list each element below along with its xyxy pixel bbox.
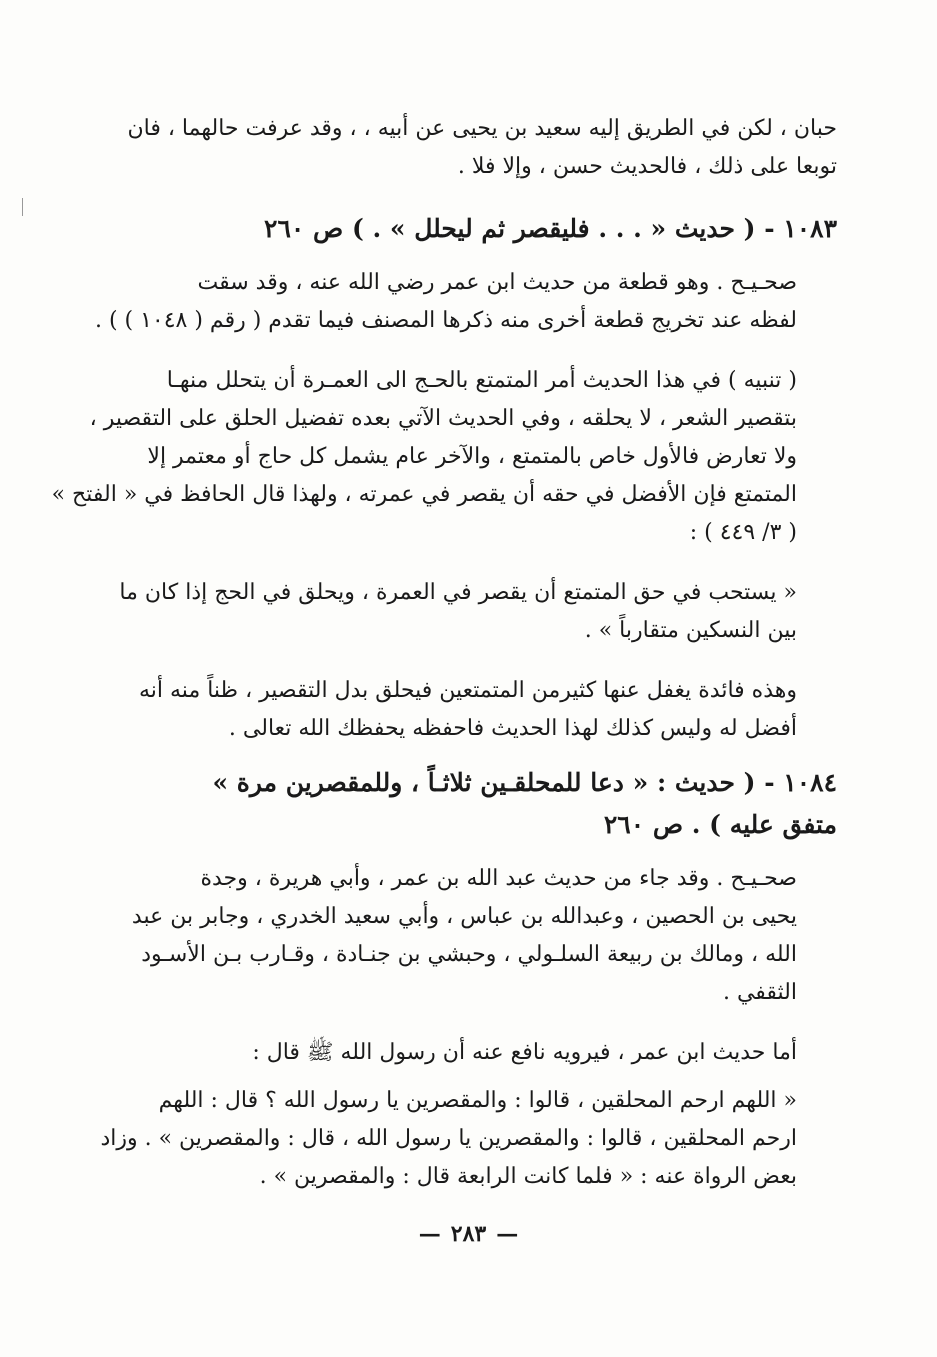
page-number-value: ٢٨٣ [450, 1221, 487, 1247]
text-line: بين النسكين متقارباً » . [584, 618, 797, 643]
text-line: صحـيـح . وقد جاء من حديث عبد الله بن عمر ، وأبي هريرة ، وجدة [200, 866, 797, 891]
hadith-heading-1084 [160, 762, 837, 846]
text-line: « يستحب في حق المتمتع أن يقصر في العمرة ، ويحلق في الحج إذا كان ما [119, 580, 797, 605]
text-line: بتقصير الشعر ، لا يحلقه ، وفي الحديث الآتي بعده تفضيل الحلق على التقصير ، [89, 406, 797, 431]
text-line: توبعا على ذلك ، فالحديث حسن ، وإلا فلا . [457, 154, 837, 179]
hadith-heading-1083 [160, 208, 837, 250]
paragraph-hadith-text [100, 1082, 837, 1196]
paragraph-benefit [138, 672, 837, 748]
text-line: صحـيـح . وهو قطعة من حديث ابن عمر رضي الله عنه ، وقد سقت [197, 270, 797, 295]
text-line: ( ٣/ ٤٤٩ ) : [689, 520, 797, 545]
paragraph-continuation [127, 110, 837, 186]
text-line: ولا تعارض فالأول خاص بالمتمتع ، والآخر عام يشمل كل حاج أو معتمر إلا [147, 444, 797, 469]
text-line: المتمتع فإن الأفضل في حقه أن يقصر في عمرته ، ولهذا قال الحافظ في « الفتح » [51, 482, 797, 507]
dash-decoration: — [496, 1221, 519, 1247]
text-line: الثقفي . [722, 980, 797, 1005]
text-line: الله ، ومالك بن ربيعة السلـولي ، وحبشي بن جنـادة ، وقـارب بـن الأسـود [141, 942, 797, 967]
heading-line: ١٠٨٤ - ( حديث : « دعا للمحلقـين ثلاثـاً ، وللمقصرين مرة » [212, 768, 837, 797]
page-number [0, 1221, 937, 1247]
heading-line: متفق عليه ) . ص ٢٦٠ [603, 810, 837, 839]
text-line: ارحم المحلقين ، قالوا : والمقصرين يا رسول الله ، قال : والمقصرين » . وزاد [100, 1126, 797, 1151]
paragraph-ibn-umar [160, 1034, 837, 1072]
margin-mark [22, 198, 23, 216]
heading-line: ١٠٨٣ - ( حديث « . . . فليقصر ثم ليحلل » . ) ص ٢٦٠ [264, 214, 837, 243]
paragraph-verdict-1083 [94, 264, 837, 340]
paragraph-note [51, 362, 837, 552]
text-line: يحيى بن الحصين ، وعبدالله بن عباس ، وأبي سعيد الخدري ، وجابر بن عبد [131, 904, 797, 929]
text-line: وهذه فائدة يغفل عنها كثيرمن المتمتعين فيحلق بدل التقصير ، ظناً منه أنه [138, 678, 797, 703]
paragraph-verdict-1084 [131, 860, 837, 1012]
text-line: « اللهم ارحم المحلقين ، قالوا : والمقصرين يا رسول الله ؟ قال : اللهم [158, 1088, 797, 1113]
text-line: أما حديث ابن عمر ، فيرويه نافع عنه أن رسول الله ﷺ قال : [252, 1040, 797, 1065]
text-line: لفظه عند تخريج قطعة أخرى منه ذكرها المصنف فيما تقدم ( رقم ( ١٠٤٨ ) ) . [94, 308, 797, 333]
text-line: أفضل له وليس كذلك لهذا الحديث فاحفظه يحفظك الله تعالى . [228, 716, 797, 741]
dash-decoration: — [418, 1221, 441, 1247]
text-line: ( تنبيه ) في هذا الحديث أمر المتمتع بالحـج الى العمـرة أن يتحلل منهـا [166, 368, 797, 393]
text-line: بعض الرواة عنه : « فلما كانت الرابعة قال : والمقصرين » . [259, 1164, 797, 1189]
text-line: حبان ، لكن في الطريق إليه سعيد بن يحيى عن أبيه ، ، وقد عرفت حالهما ، فان [127, 116, 837, 141]
paragraph-quote-fath [119, 574, 837, 650]
